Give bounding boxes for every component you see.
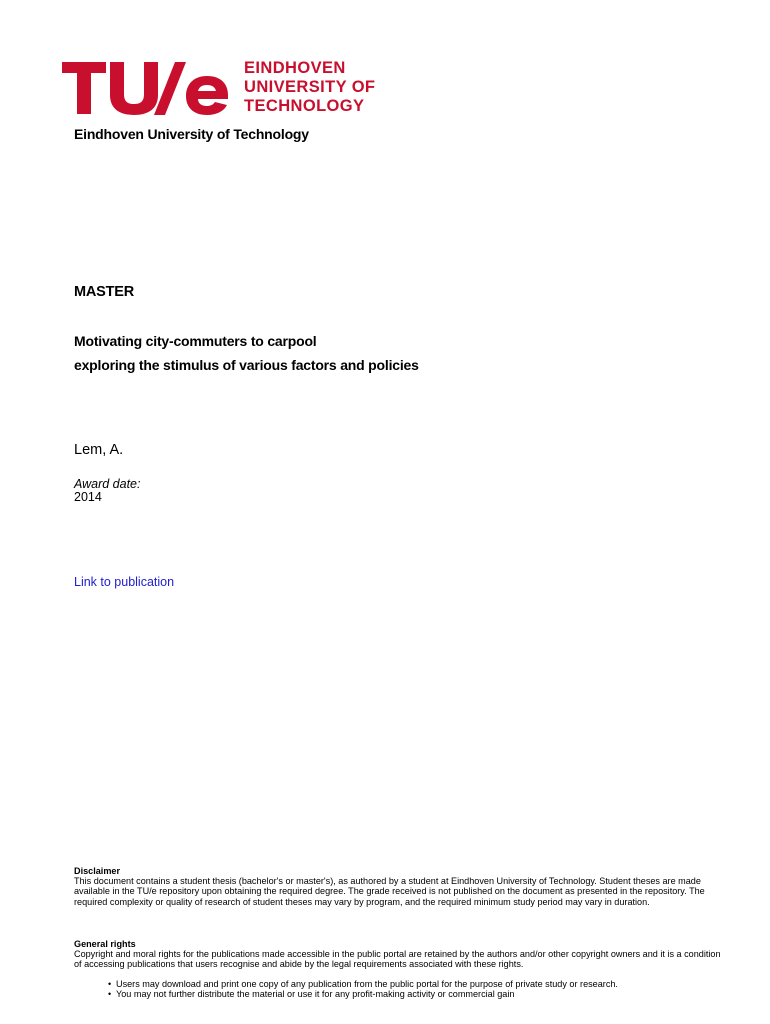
- list-item: [108, 979, 724, 989]
- publication-link[interactable]: Link to publication: [74, 575, 175, 589]
- bullet-icon: •: [108, 978, 112, 989]
- logo-line-1: EINDHOVEN: [244, 59, 346, 77]
- institution-name: Eindhoven University of Technology: [74, 126, 309, 142]
- document-type: MASTER: [74, 284, 135, 300]
- general-rights-text: Copyright and moral rights for the publications made accessible in the public portal are retained by the authors and/or other copyright owners and it is a condition of accessing publications that users recognise and abide by the legal requirements associated with these rights.: [74, 949, 721, 970]
- logo-wordmark: [244, 59, 375, 116]
- disclaimer-section: [74, 866, 724, 907]
- disclaimer-text: This document contains a student thesis (bachelor's or master's), as authored by a student at Eindhoven University of Technology. Student theses are made available in the TU/e repository upon obtaining the required degree. The grade received is not published on the document as presented in the repository. The required complexity or quality of research of student theses may vary by program, and the required minimum study period may vary in duration.: [74, 876, 705, 907]
- list-item: [108, 989, 724, 999]
- tue-logo-mark: [62, 58, 232, 116]
- tue-logo: [62, 58, 392, 118]
- disclaimer-heading: Disclaimer: [74, 866, 121, 876]
- rights-item-text: Users may download and print one copy of any publication from the public portal for the purpose of private study or research.: [116, 978, 618, 989]
- author-name: Lem, A.: [74, 442, 124, 458]
- general-rights-section: [74, 939, 724, 999]
- general-rights-heading: General rights: [74, 939, 136, 949]
- thesis-title: Motivating city-commuters to carpool: [74, 333, 317, 349]
- logo-line-2: UNIVERSITY OF: [244, 78, 376, 96]
- rights-item-text: You may not further distribute the material or use it for any profit-making activity or commercial gain: [116, 988, 515, 999]
- rights-list: [74, 979, 724, 999]
- bullet-icon: •: [108, 988, 112, 999]
- logo-line-3: TECHNOLOGY: [244, 97, 365, 115]
- thesis-subtitle: exploring the stimulus of various factors and policies: [74, 357, 419, 373]
- award-date-value: 2014: [74, 490, 102, 504]
- award-date-label: Award date:: [74, 477, 141, 491]
